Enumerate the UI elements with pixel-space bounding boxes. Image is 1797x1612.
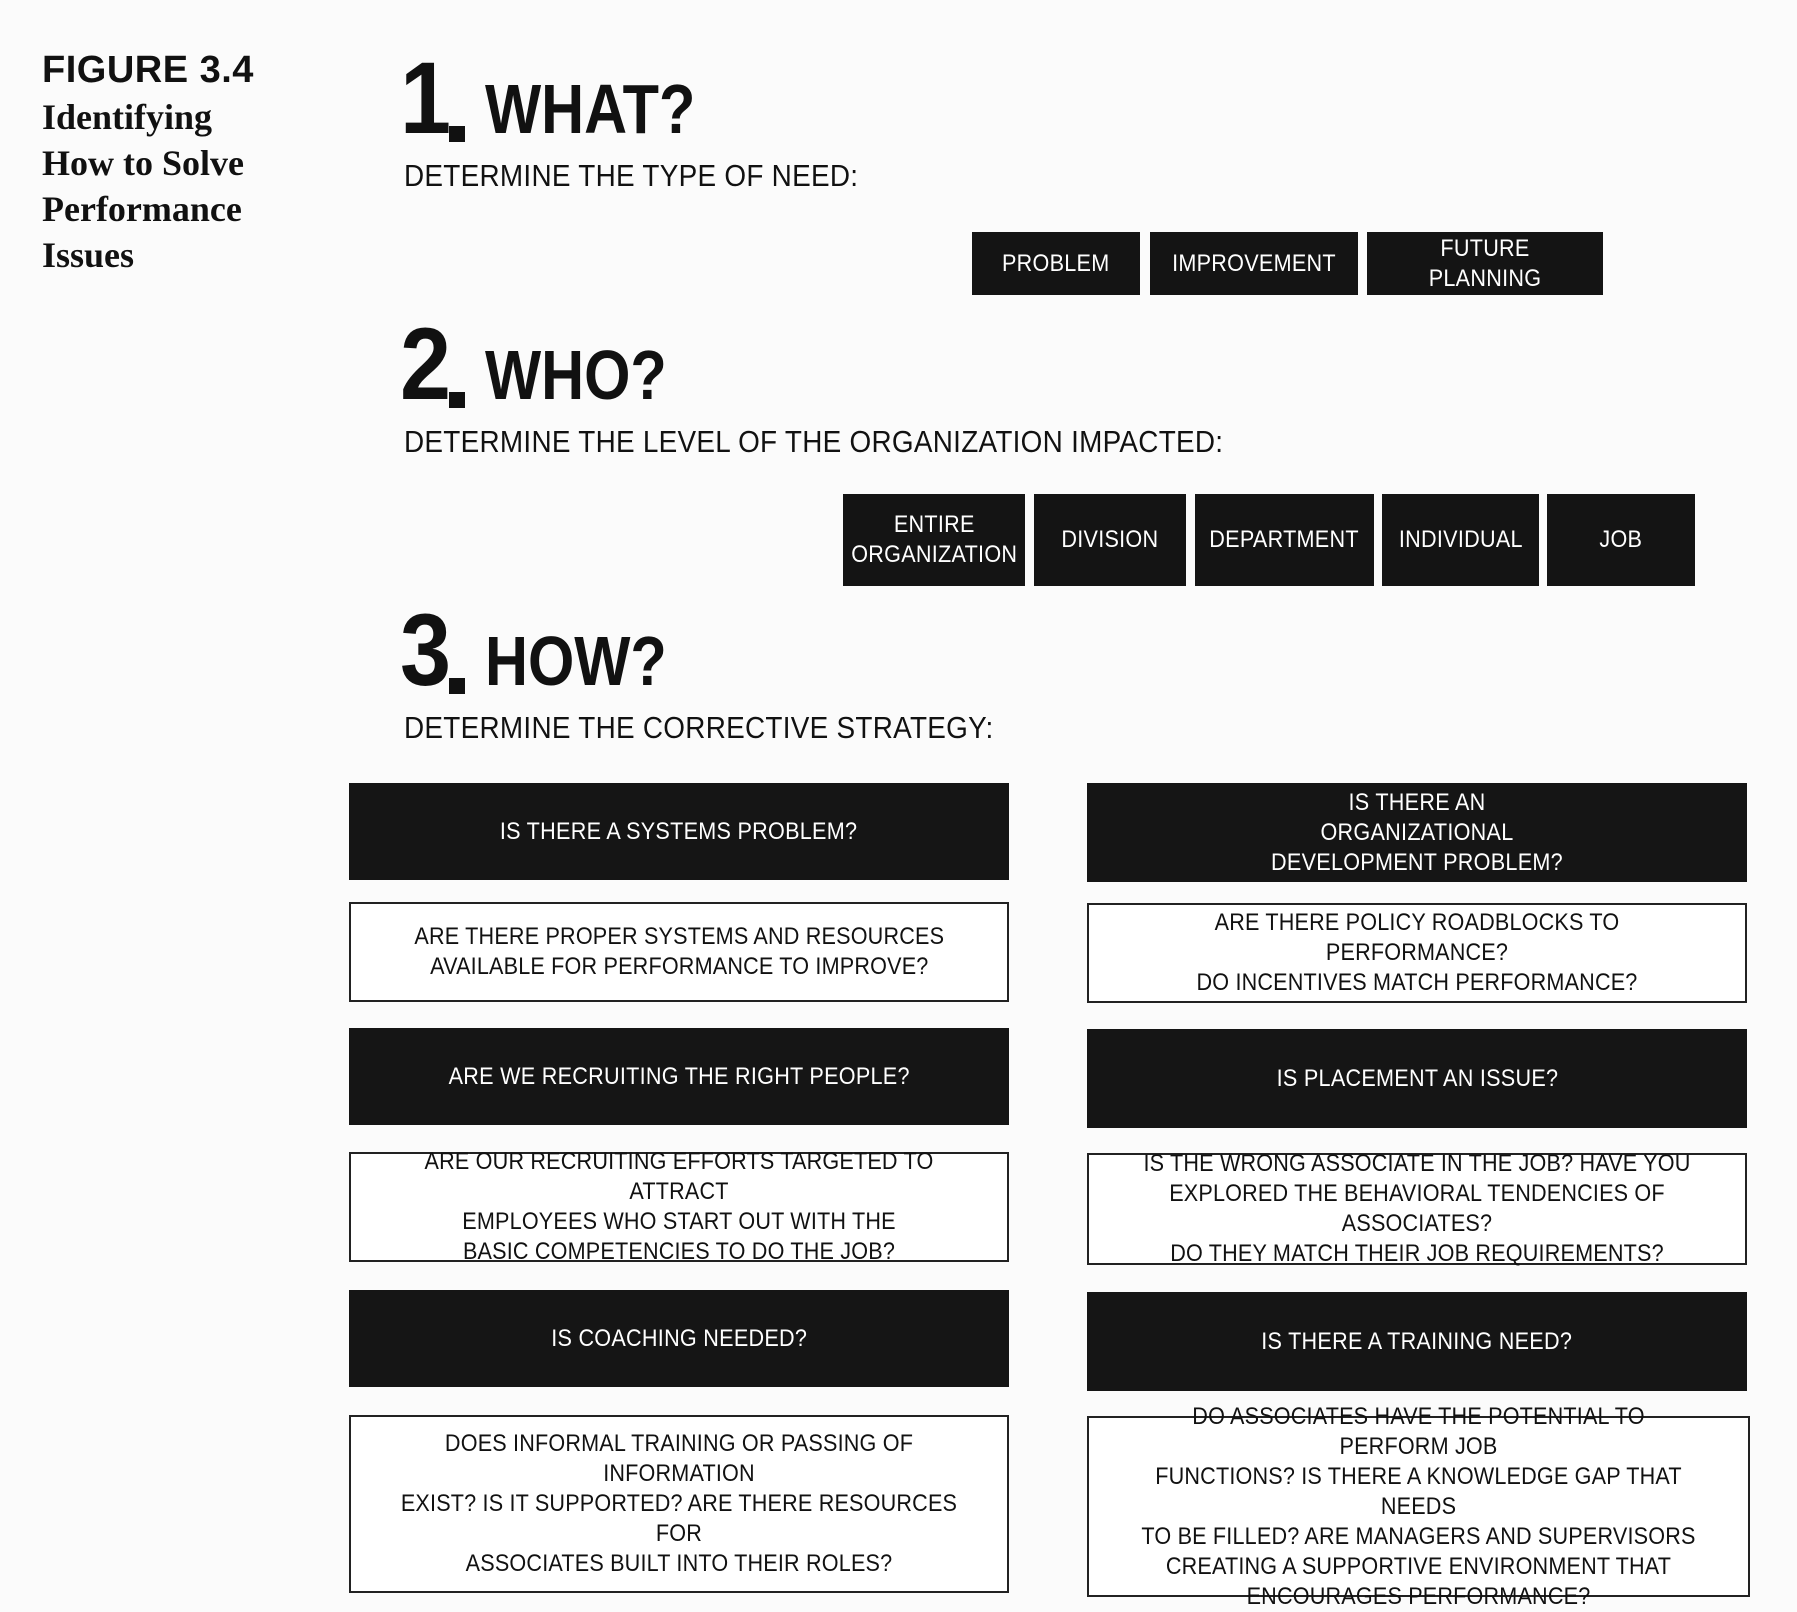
step-heading: [400, 41, 909, 155]
figure-number: FIGURE 3.4: [42, 49, 254, 91]
step-heading: [400, 593, 1059, 707]
option-label: IMPROVEMENT: [1172, 249, 1336, 277]
detail-text: IS THE WRONG ASSOCIATE IN THE JOB? HAVE YOU EXPLORED THE BEHAVIORAL TENDENCIES OF ASSOCIATES? DO THEY MATCH THEIR JOB REQUIREMENTS?: [1143, 1150, 1691, 1267]
strategy-detail-systems: [349, 902, 1009, 1002]
strategy-question-placement: [1087, 1029, 1747, 1128]
level-option-department: [1195, 494, 1374, 586]
step-word: WHAT?: [484, 70, 696, 148]
option-label: PROBLEM: [1002, 249, 1110, 277]
need-option-improvement: [1150, 232, 1358, 295]
option-label: ENTIRE ORGANIZATION: [850, 511, 1018, 568]
step-heading: [400, 307, 1314, 421]
step-number: 2: [400, 307, 448, 421]
figure-title: Identifying How to Solve Performance Issues: [42, 97, 244, 275]
step-number: 3: [400, 593, 448, 707]
question-text: ARE WE RECRUITING THE RIGHT PEOPLE?: [448, 1062, 910, 1090]
option-label: FUTURE PLANNING: [1428, 234, 1542, 292]
step-how: [400, 593, 1059, 746]
step-number: 1: [400, 41, 448, 155]
level-option-individual: [1382, 494, 1539, 586]
step-dot: [449, 126, 465, 142]
strategy-detail-training: [1087, 1402, 1750, 1610]
step-who: [400, 307, 1314, 460]
detail-text: DOES INFORMAL TRAINING OR PASSING OF INFORMATION EXIST? IS IT SUPPORTED? ARE THERE RESOURCES FOR ASSOCIATES BUILT INTO THEIR ROLES?: [400, 1430, 958, 1577]
strategy-question-training: [1087, 1292, 1747, 1391]
strategy-question-org-development: [1087, 783, 1747, 882]
step-subtitle: DETERMINE THE CORRECTIVE STRATEGY:: [404, 710, 994, 745]
strategy-question-systems: [349, 783, 1009, 880]
step-dot: [449, 392, 465, 408]
strategy-detail-org-development: [1087, 903, 1747, 1003]
step-subtitle: DETERMINE THE TYPE OF NEED:: [404, 158, 859, 193]
step-word: WHO?: [484, 336, 667, 414]
option-label: JOB: [1599, 526, 1643, 553]
step-dot: [449, 678, 465, 694]
step-word: HOW?: [484, 622, 667, 700]
detail-text: ARE OUR RECRUITING EFFORTS TARGETED TO ATTRACT EMPLOYEES WHO START OUT WITH THE BASIC COMPETENCIES TO DO THE JOB?: [424, 1148, 934, 1265]
question-text: IS THERE AN ORGANIZATIONAL DEVELOPMENT PROBLEM?: [1271, 788, 1563, 876]
question-text: IS PLACEMENT AN ISSUE?: [1276, 1064, 1558, 1092]
detail-text: ARE THERE POLICY ROADBLOCKS TO PERFORMANCE? DO INCENTIVES MATCH PERFORMANCE?: [1196, 909, 1638, 996]
need-option-problem: [972, 232, 1140, 295]
step-subtitle: DETERMINE THE LEVEL OF THE ORGANIZATION IMPACTED:: [404, 424, 1224, 459]
strategy-detail-placement: [1087, 1150, 1747, 1267]
level-option-job: [1547, 494, 1695, 586]
need-option-future-planning: [1367, 232, 1603, 295]
level-option-entire-organization: [843, 494, 1025, 586]
detail-text: ARE THERE PROPER SYSTEMS AND RESOURCES AVAILABLE FOR PERFORMANCE TO IMPROVE?: [414, 923, 944, 980]
strategy-detail-recruiting: [349, 1148, 1009, 1265]
detail-text: DO ASSOCIATES HAVE THE POTENTIAL TO PERFORM JOB FUNCTIONS? IS THERE A KNOWLEDGE GAP THAT NEEDS TO BE FILLED? ARE MANAGERS AND SUPERVISORS CREATING A SUPPORTIVE ENVIRONMENT THAT ENCOURAGES PERFORMANCE?: [1141, 1402, 1696, 1610]
strategy-question-coaching: [349, 1290, 1009, 1387]
strategy-detail-coaching: [349, 1415, 1009, 1593]
question-text: IS COACHING NEEDED?: [551, 1324, 807, 1352]
level-option-division: [1034, 494, 1186, 586]
option-label: DIVISION: [1061, 526, 1159, 553]
option-label: DEPARTMENT: [1209, 526, 1360, 553]
figure-caption: [42, 48, 342, 278]
question-text: IS THERE A SYSTEMS PROBLEM?: [500, 817, 858, 845]
step-what: [400, 41, 909, 194]
strategy-question-recruiting: [349, 1028, 1009, 1125]
question-text: IS THERE A TRAINING NEED?: [1261, 1327, 1573, 1355]
option-label: INDIVIDUAL: [1398, 526, 1523, 553]
